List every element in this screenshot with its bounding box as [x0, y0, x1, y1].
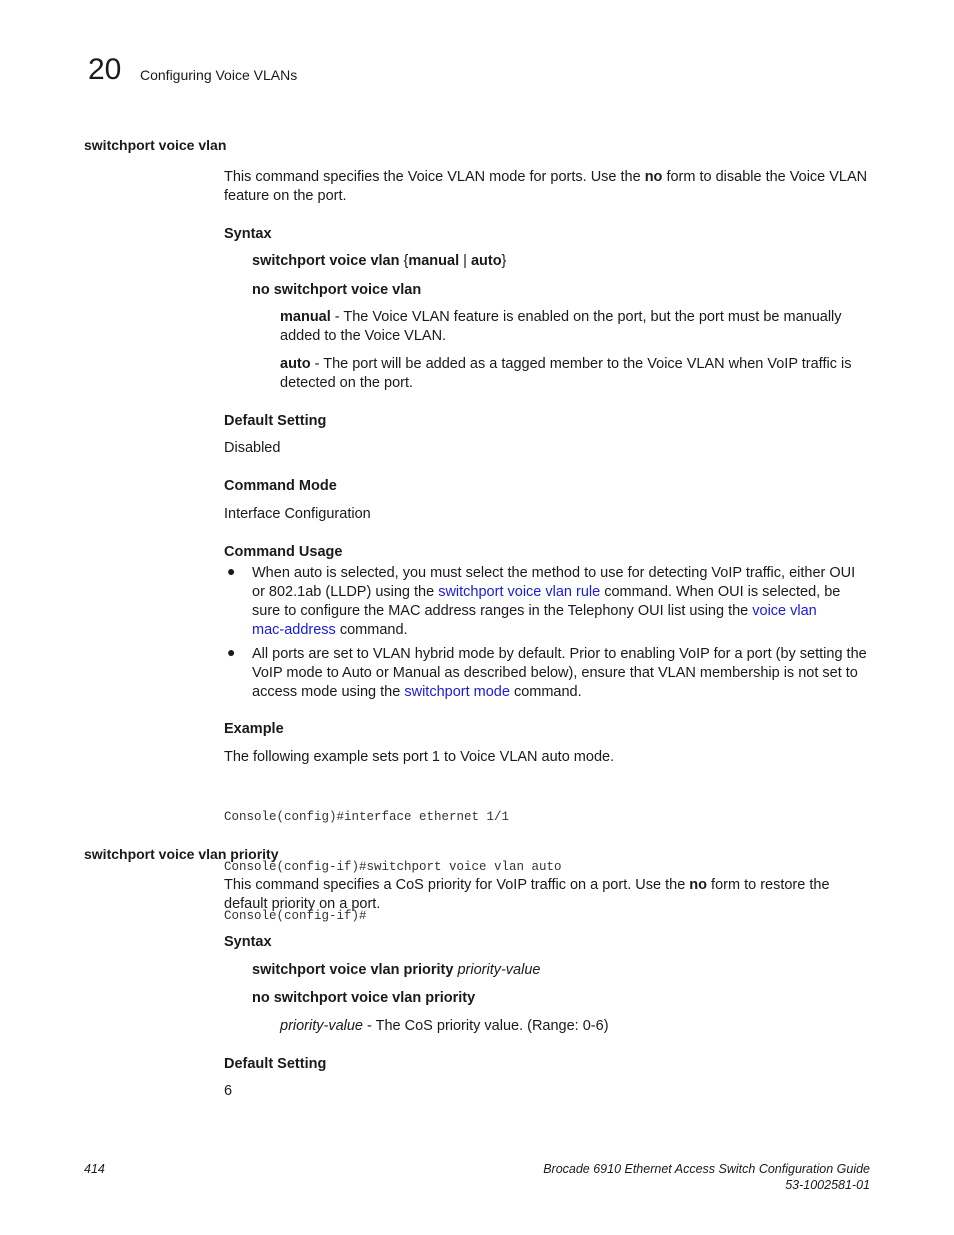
syntax-command: switchport voice vlan: [252, 253, 400, 269]
section-intro: [224, 168, 884, 206]
syntax-label: Syntax: [224, 934, 272, 950]
param-keyword: priority-value: [280, 1018, 363, 1034]
param-keyword: manual: [280, 309, 331, 325]
example-label: Example: [224, 721, 284, 737]
param-description: - The port will be added as a tagged member to the Voice VLAN when VoIP traffic is: [310, 356, 852, 372]
usage-text: When auto is selected, you must select the method to use for detecting VoIP traffic, either OUI: [252, 565, 856, 581]
intro-text: This command specifies the Voice VLAN mode for ports. Use the: [224, 169, 645, 185]
syntax-parameter: priority-value: [457, 962, 541, 978]
param-description: detected on the port.: [280, 375, 414, 391]
intro-text: form to disable the Voice VLAN: [662, 169, 868, 185]
default-setting-value: Disabled: [224, 440, 281, 456]
page-number: 414: [84, 1162, 105, 1176]
default-setting-value: 6: [224, 1083, 233, 1099]
section-intro: [224, 876, 884, 914]
usage-bullet-2: [252, 645, 882, 702]
usage-text: command.: [509, 684, 582, 700]
param-description: - The Voice VLAN feature is enabled on the port, but the port must be manually: [330, 309, 842, 325]
link-voice-vlan-mac-address[interactable]: voice vlan: [752, 603, 817, 619]
usage-text: or 802.1ab (LLDP) using the: [252, 584, 439, 600]
intro-text: form to restore the: [707, 877, 830, 893]
command-mode-label: Command Mode: [224, 478, 337, 494]
default-setting-label: Default Setting: [224, 413, 327, 429]
chapter-number: 20: [88, 53, 122, 86]
syntax-command: switchport voice vlan priority: [252, 962, 454, 978]
usage-text: All ports are set to VLAN hybrid mode by default. Prior to enabling VoIP for a port (by setting the: [252, 646, 867, 662]
syntax-pipe: |: [459, 253, 471, 269]
param-description: added to the Voice VLAN.: [280, 328, 447, 344]
link-switchport-mode[interactable]: switchport mode: [404, 684, 510, 700]
param-priority-value: [280, 1017, 609, 1036]
code-line: Console(config)#interface ethernet 1/1: [224, 810, 510, 824]
syntax-line: [252, 961, 540, 980]
section-heading-switchport-voice-vlan: switchport voice vlan: [84, 137, 227, 153]
command-usage-label: Command Usage: [224, 544, 343, 560]
param-manual: [280, 308, 880, 346]
bullet-icon: ●: [227, 644, 236, 660]
intro-text: feature on the port.: [224, 188, 347, 204]
code-line: Console(config-if)#: [224, 909, 367, 923]
intro-text: This command specifies a CoS priority for VoIP traffic on a port. Use the: [224, 877, 690, 893]
no-keyword: no: [689, 877, 708, 893]
usage-text: VoIP mode to Auto or Manual as described below), ensure that VLAN membership is not set to: [252, 665, 858, 681]
doc-number: 53-1002581-01: [785, 1178, 870, 1192]
guide-title: Brocade 6910 Ethernet Access Switch Configuration Guide: [543, 1162, 870, 1176]
usage-bullet-1: [252, 564, 882, 640]
link-voice-vlan-mac-address[interactable]: mac-address: [252, 622, 336, 638]
usage-text: command.: [335, 622, 408, 638]
chapter-title: Configuring Voice VLANs: [140, 67, 298, 83]
syntax-auto: auto: [470, 253, 502, 269]
no-keyword: no: [644, 169, 663, 185]
syntax-manual: manual: [408, 253, 460, 269]
code-line: Console(config-if)#switchport voice vlan auto: [224, 859, 562, 874]
no-syntax-command: no switchport voice vlan: [252, 282, 422, 298]
no-syntax-command: no switchport voice vlan priority: [252, 990, 476, 1006]
syntax-line: [252, 252, 506, 271]
section-heading-switchport-voice-vlan-priority: switchport voice vlan priority: [84, 846, 279, 862]
syntax-brace: {: [399, 253, 409, 269]
param-description: - The CoS priority value. (Range: 0-6): [363, 1018, 609, 1034]
example-intro: The following example sets port 1 to Voice VLAN auto mode.: [224, 749, 615, 765]
intro-text: default priority on a port.: [224, 896, 381, 912]
command-mode-value: Interface Configuration: [224, 506, 371, 522]
param-keyword: auto: [280, 356, 311, 372]
usage-text: command. When OUI is selected, be: [600, 584, 841, 600]
param-auto: [280, 355, 880, 393]
default-setting-label: Default Setting: [224, 1056, 327, 1072]
syntax-brace: }: [501, 253, 507, 269]
bullet-icon: ●: [227, 563, 236, 579]
syntax-label: Syntax: [224, 226, 272, 242]
usage-text: sure to configure the MAC address ranges in the Telephony OUI list using the: [252, 603, 753, 619]
link-switchport-voice-vlan-rule[interactable]: switchport voice vlan rule: [438, 584, 601, 600]
usage-text: access mode using the: [252, 684, 405, 700]
